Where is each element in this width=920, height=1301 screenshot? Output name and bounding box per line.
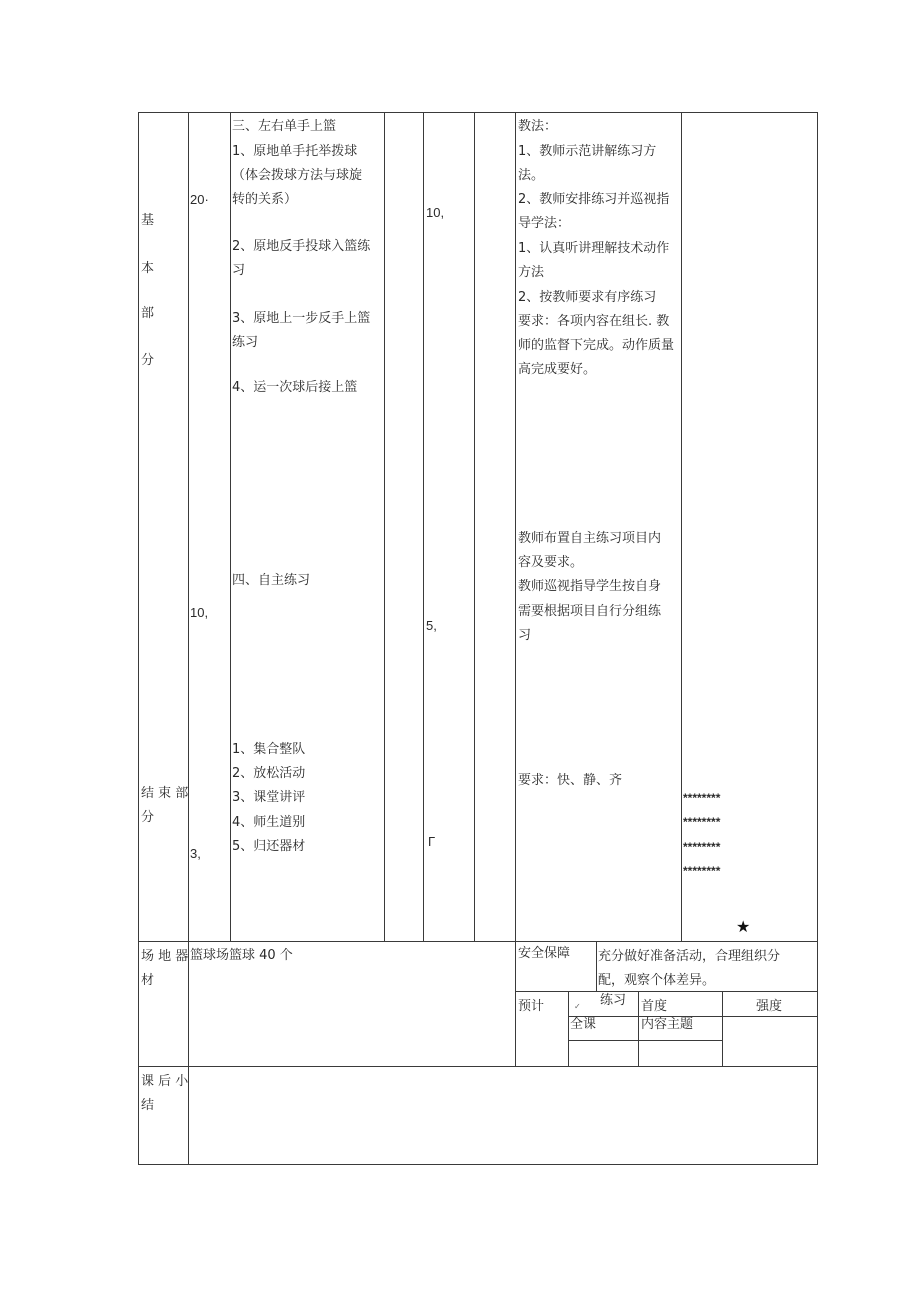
method-line: 要求：各项内容在组长. 教 <box>518 314 670 329</box>
table-left-border <box>138 112 139 1165</box>
summary-label: 课 后 小 <box>141 1074 189 1089</box>
section-label-end-1: 结 束 部 <box>141 786 189 801</box>
content-line: 转的关系） <box>232 192 298 207</box>
safety-text-2: 配，观察个体差异。 <box>598 973 716 988</box>
equipment-label-2: 材 <box>141 973 155 988</box>
safety-label: 安全保障 <box>518 946 571 961</box>
count-basic: 10, <box>426 205 445 220</box>
content-line: 3、原地上一步反手上篮 <box>232 311 371 326</box>
method-line: 1、教师示范讲解练习方 <box>518 144 657 159</box>
table-right-border <box>817 112 818 1165</box>
method-line: 高完成要好。 <box>518 362 597 377</box>
time-basic: 20· <box>190 192 209 207</box>
col-divider-label <box>188 112 189 1165</box>
section-label-end-2: 分 <box>141 810 155 825</box>
estimate-label: 预计 <box>518 999 545 1014</box>
content-line: 1、原地单手托举拨球 <box>232 144 358 159</box>
estimate-whole-class: 全课 <box>570 1017 597 1032</box>
col-divider-estimate-density <box>638 991 639 1067</box>
content-line: 习 <box>232 263 246 278</box>
method-line: 教师巡视指导学生按自身 <box>518 579 662 594</box>
content-line: 4、师生道别 <box>232 815 306 830</box>
row-divider-estimate-sub2 <box>568 1040 722 1041</box>
method-line: 习 <box>518 628 532 643</box>
method-line: 法。 <box>518 168 545 183</box>
estimate-density-header: 首度 <box>641 999 668 1014</box>
row-divider-equipment <box>138 941 818 942</box>
content-line: 2、原地反手投球入篮练 <box>232 239 371 254</box>
time-self-practice: 10, <box>190 605 209 620</box>
count-self-practice: 5, <box>426 618 437 633</box>
time-end: 3, <box>190 846 201 861</box>
content-line: 三、左右单手上篮 <box>232 119 337 134</box>
method-line: 教师布置自主练习项目内 <box>518 531 662 546</box>
content-line: 5、归还器材 <box>232 839 306 854</box>
content-line: 1、集合整队 <box>232 742 306 757</box>
col-divider-estimate-intensity <box>722 991 723 1067</box>
table-bottom-border <box>138 1164 818 1165</box>
section-label-basic-4: 分 <box>141 353 155 368</box>
estimate-content-topic: 内容主题 <box>641 1017 694 1032</box>
summary-label-2: 结 <box>141 1098 155 1113</box>
col-divider-content <box>384 112 385 942</box>
teacher-star-icon: ★ <box>736 917 751 936</box>
content-line: 四、自主练习 <box>232 573 311 588</box>
method-line: 教法： <box>518 119 558 134</box>
col-divider-method <box>681 112 682 942</box>
col-divider-blank2 <box>515 112 516 1067</box>
content-line: （体会拨球方法与球旋 <box>232 168 363 183</box>
method-line: 师的监督下完成。动作质量 <box>518 338 675 353</box>
method-line: 导学法： <box>518 216 571 231</box>
method-line: 2、教师安排练习并巡视指 <box>518 192 670 207</box>
equipment-value: 篮球场篮球 40 个 <box>190 948 293 963</box>
check-icon: ✓ <box>574 1002 581 1011</box>
section-label-basic-2: 本 <box>141 261 155 276</box>
col-divider-blank <box>423 112 424 942</box>
method-line: 1、认真听讲理解技术动作 <box>518 241 670 256</box>
method-line: 2、按教师要求有序练习 <box>518 290 657 305</box>
col-divider-time <box>230 112 231 942</box>
estimate-practice-header: 练习 <box>600 993 627 1008</box>
content-line: 4、运一次球后接上篮 <box>232 380 358 395</box>
table-top-border <box>138 112 818 113</box>
content-line: 练习 <box>232 335 259 350</box>
row-divider-summary <box>138 1066 818 1067</box>
col-divider-estimate-label <box>568 991 569 1067</box>
method-line: 要求：快、静、齐 <box>518 773 623 788</box>
formation-row: ******** <box>683 815 721 829</box>
col-divider-count <box>474 112 475 942</box>
formation-row: ******** <box>683 840 721 854</box>
content-line: 3、课堂讲评 <box>232 790 306 805</box>
method-line: 需要根据项目自行分组练 <box>518 604 662 619</box>
method-line: 方法 <box>518 265 545 280</box>
equipment-label: 场 地 器 <box>141 949 189 964</box>
section-label-basic-3: 部 <box>141 306 155 321</box>
col-divider-safety <box>596 941 597 992</box>
formation-row: ******** <box>683 791 721 805</box>
section-label-basic-1: 基 <box>141 213 155 228</box>
safety-text: 充分做好准备活动，合理组织分 <box>598 949 781 964</box>
method-line: 容及要求。 <box>518 555 584 570</box>
count-end: Γ <box>428 834 436 849</box>
content-line: 2、放松活动 <box>232 766 306 781</box>
estimate-intensity-header: 强度 <box>756 999 783 1014</box>
formation-row: ******** <box>683 864 721 878</box>
